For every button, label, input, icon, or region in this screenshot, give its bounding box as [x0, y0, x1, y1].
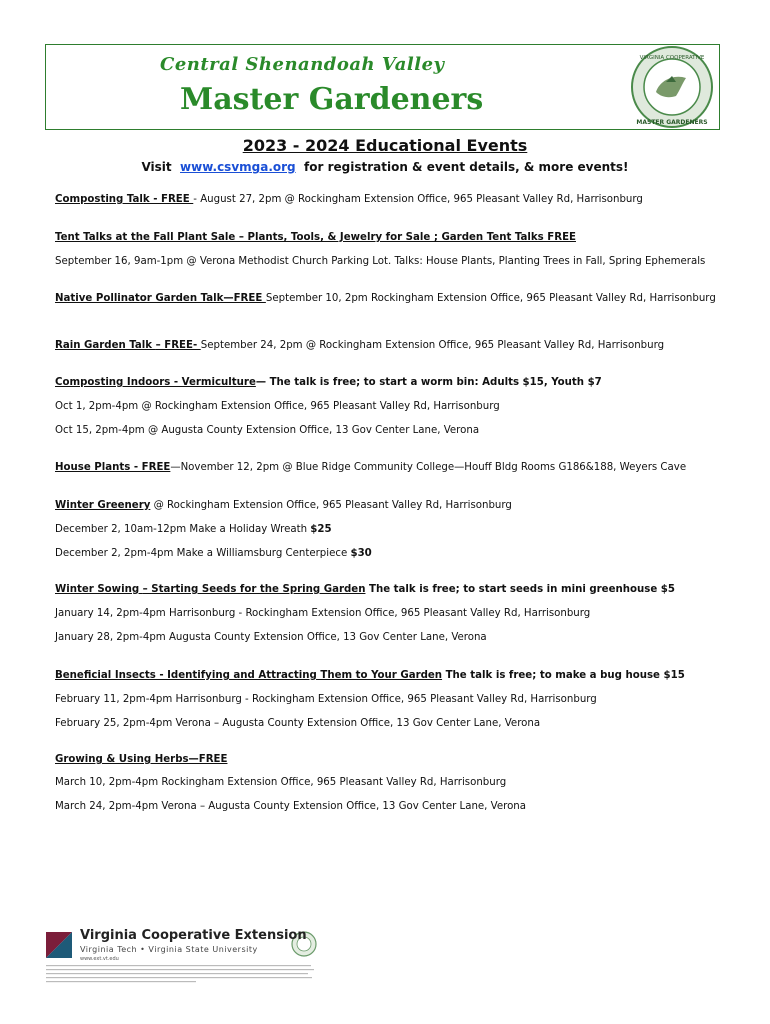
fine-print-disclaimer: [46, 963, 316, 985]
event-title-part: – Starting Seeds for the Spring Garden: [142, 584, 366, 595]
event-title-line: [55, 340, 664, 351]
event-detail-line: [55, 632, 487, 643]
event-title-line: [55, 462, 686, 473]
visit-suffix: for registration & event details, & more events!: [304, 160, 629, 174]
event-session: December 2, 2pm-4pm Make a Williamsburg Centerpiece: [55, 548, 351, 559]
event-session: Oct 15, 2pm-4pm @ Augusta County Extension Office, 13 Gov Center Lane, Verona: [55, 425, 480, 436]
event-title-part: – FREE-: [155, 340, 201, 351]
event-detail-line: [55, 718, 540, 729]
event-details: @ Rockingham Extension Office, 965 Pleasant Valley Rd, Harrisonburg: [150, 500, 512, 511]
event-title-line: [55, 754, 227, 765]
event-session: September 16, 9am-1pm @ Verona Methodist Church Parking Lot. Talks: House Plants, Planting Trees in Fall, Spring Ephemerals: [55, 256, 706, 267]
event-title-line: [55, 194, 643, 205]
event-title: Tent Talks at the Fall Plant Sale – Plants, Tools, & Jewelry for Sale ; Garden Tent Talks FREE: [55, 232, 576, 243]
event-title-line: [55, 670, 685, 681]
website-link[interactable]: www.csvmga.org: [180, 160, 296, 174]
event-details: September 24, 2pm @ Rockingham Extension Office, 965 Pleasant Valley Rd, Harrisonburg: [200, 340, 665, 351]
event-title: Growing & Using Herbs—FREE: [55, 754, 228, 765]
event-detail-line: [55, 524, 332, 535]
svg-text:VIRGINIA COOPERATIVE: VIRGINIA COOPERATIVE: [639, 55, 705, 61]
event-title: Rain Garden Talk: [55, 340, 156, 351]
event-title: Composting Indoors - Vermiculture: [55, 377, 256, 388]
event-session: Oct 1, 2pm-4pm @ Rockingham Extension Office, 965 Pleasant Valley Rd, Harrisonburg: [55, 401, 500, 412]
visit-prefix: Visit: [141, 160, 172, 174]
event-session: January 28, 2pm-4pm Augusta County Extension Office, 13 Gov Center Lane, Verona: [55, 632, 487, 643]
event-title-line: [55, 377, 602, 388]
event-title: Winter Greenery: [55, 500, 151, 511]
org-name: Central Shenandoah Valley: [160, 54, 445, 75]
event-details: —November 12, 2pm @ Blue Ridge Community College—Houff Bldg Rooms G186&188, Weyers Cave: [170, 462, 687, 473]
event-detail-line: [55, 256, 705, 267]
event-price: $30: [350, 548, 372, 559]
event-detail-line: [55, 801, 526, 812]
event-detail-line: [55, 608, 590, 619]
vce-subtitle: Virginia Tech • Virginia State University: [80, 945, 258, 954]
event-title-line: [55, 293, 716, 304]
event-session: February 11, 2pm-4pm Harrisonburg - Rockingham Extension Office, 965 Pleasant Valley Rd, Harrisonburg: [55, 694, 597, 705]
event-title: Composting Talk - FREE: [55, 194, 194, 205]
event-session: March 24, 2pm-4pm Verona – Augusta County Extension Office, 13 Gov Center Lane, Verona: [55, 801, 527, 812]
event-detail-line: [55, 401, 500, 412]
event-session: March 10, 2pm-4pm Rockingham Extension Office, 965 Pleasant Valley Rd, Harrisonburg: [55, 777, 507, 788]
page-title: Master Gardeners: [180, 82, 484, 117]
event-title-line: [55, 500, 512, 511]
event-session: December 2, 10am-12pm Make a Holiday Wreath: [55, 524, 311, 535]
svg-text:MASTER GARDENERS: MASTER GARDENERS: [636, 119, 708, 126]
vce-title: Virginia Cooperative Extension: [80, 928, 307, 943]
event-detail-line: [55, 777, 506, 788]
event-title: Native Pollinator Garden Talk—FREE: [55, 293, 266, 304]
event-session: January 14, 2pm-4pm Harrisonburg - Rockingham Extension Office, 965 Pleasant Valley Rd, Harrisonburg: [55, 608, 591, 619]
event-detail-line: [55, 548, 372, 559]
event-detail-line: [55, 694, 597, 705]
event-price: $25: [310, 524, 332, 535]
event-price-note: The talk is free; to make a bug house $15: [442, 670, 685, 681]
visit-line: [0, 160, 770, 174]
event-title-line: [55, 232, 576, 243]
event-title-line: [55, 584, 675, 595]
event-title: House Plants - FREE: [55, 462, 171, 473]
event-price-note: The talk is free; to start seeds in mini greenhouse $5: [365, 584, 675, 595]
event-title: Winter Sowing: [55, 584, 143, 595]
event-price-note: — The talk is free; to start a worm bin: Adults $15, Youth $7: [255, 377, 602, 388]
events-heading: 2023 - 2024 Educational Events: [242, 136, 528, 155]
event-details: - August 27, 2pm @ Rockingham Extension Office, 965 Pleasant Valley Rd, Harrisonburg: [193, 194, 643, 205]
vce-url: www.ext.vt.edu: [80, 956, 119, 962]
event-session: February 25, 2pm-4pm Verona – Augusta County Extension Office, 13 Gov Center Lane, Verona: [55, 718, 541, 729]
master-gardeners-seal-icon: [622, 44, 718, 130]
event-details: September 10, 2pm Rockingham Extension Office, 965 Pleasant Valley Rd, Harrisonburg: [265, 293, 716, 304]
event-title: Beneficial Insects - Identifying and Attracting Them to Your Garden: [55, 670, 443, 681]
event-detail-line: [55, 425, 479, 436]
